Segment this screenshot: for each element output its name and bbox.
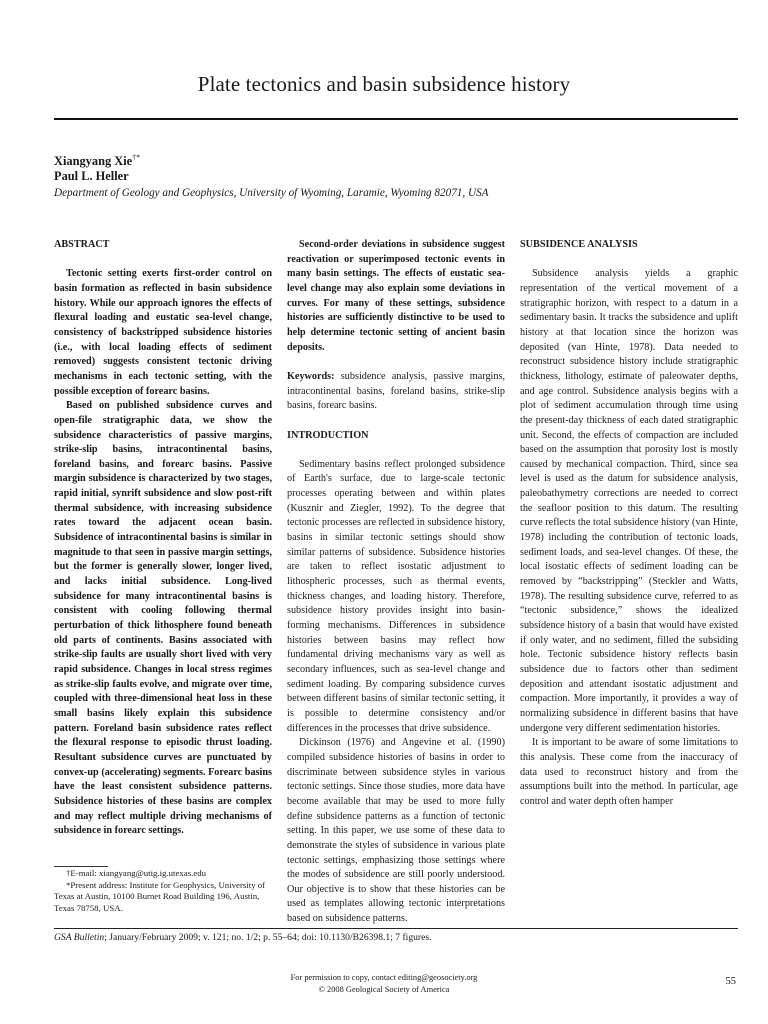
article-title: Plate tectonics and basin subsidence history: [197, 72, 571, 96]
subsidence-paragraph-1: Subsidence analysis yields a graphic representation of the vertical movement of a stratigraphic horizon, with respect to a datum in a sedimentary basin. It tracks the subsidence and uplift history at that location since the horizon was deposited (van Hinte, 1978). Data needed to reconstruct subsidence history include stratigraphic thickness, lithology, estimate of paleowater depths, and age control. Subsidence analysis begins with a plot of sediment accumulation through time using the present-day thickness of each dated stratigraphic unit. Second, the effects of compaction are included based on the assumption that porosity lost is mostly caused by mechanical compaction. Third, since sea level is used as the datum for subsidence analysis, paleobathymetry corrections are needed to correct the seafloor position to this datum. The resulting curve reflects the total subsidence history (van Hinte, 1978) including the contribution of tectonic loads, sediment loads, and sea-level changes. Of these, the local isostatic effects of sediment loading can be removed by “backstripping” (Steckler and Watts, 1978). The resulting subsidence curve, referred to as “tectonic subsidence,” shows the idealized subsidence history of a basin that would have existed if only water, and no sediment, filled the subsiding hole. Tectonic subsidence history reflects basin subsidence due to factors other than sediment deposition and attendant isostatic adjustment and compaction. More importantly, it provides a way of normalizing subsidence in different basins that have undergone very different sedimentation histories.: [520, 268, 738, 734]
citation-details: ; January/February 2009; v. 121; no. 1/2; p. 55–64; doi: 10.1130/B26398.1; 7 figures.: [104, 932, 432, 943]
copyright-text: © 2008 Geological Society of America: [318, 985, 450, 994]
keywords-text: subsidence analysis, passive margins, intracontinental basins, foreland basins, strike-slip basins, forearc basins.: [287, 370, 505, 412]
permission-text: For permission to copy, contact editing@geosociety.org: [290, 973, 478, 982]
column-1: [54, 238, 272, 839]
journal-name: GSA Bulletin: [54, 932, 105, 943]
author-1-marks: †*: [132, 153, 141, 162]
footnotes: [54, 868, 272, 914]
title-rule: [54, 118, 738, 120]
author-list: [54, 150, 140, 184]
footnote-address: *Present address: Institute for Geophysics, University of Texas at Austin, 10100 Burnet Road Building 196, Austin, Texas 78758, USA.: [54, 879, 266, 913]
journal-citation: [54, 932, 432, 943]
intro-paragraph-1: Sedimentary basins reflect prolonged subsidence of Earth's surface, due to large-scale tectonic processes operating between and within plates (Kusznir and Ziegler, 1992). To the degree that tectonic processes are reflected in subsidence history, basins in similar tectonic settings should show similar patterns of subsidence. Subsidence histories are taken to reflect isostatic adjustment to lithospheric processes, such as thermal events, thickness changes, and loading history. Therefore, subsidence history provides insight into basin-forming mechanisms. Differences in subsidence histories between basins may reflect how fundamental driving mechanisms vary as well as secondary influences, such as sea-level change and sediment loading. By comparing subsidence curves between different basins of similar tectonic setting, it is possible to determine consistency and/or differences in the processes that drive subsidence.: [287, 458, 505, 734]
subsidence-analysis-heading: SUBSIDENCE ANALYSIS: [520, 239, 638, 250]
abstract-paragraph-3: Second-order deviations in subsidence suggest reactivation or superimposed tectonic events in many basin settings. The effects of eustatic sea-level change may also explain some deviations in curves. For many of these settings, subsidence histories are sufficiently distinctive to be used to help determine tectonic setting of ancient basin deposits.: [287, 239, 505, 353]
column-3: [520, 238, 738, 810]
column-2: [287, 238, 505, 927]
affiliation: Department of Geology and Geophysics, University of Wyoming, Laramie, Wyoming 82071, USA: [54, 187, 489, 199]
keywords: [287, 370, 505, 414]
abstract-paragraph-2: Based on published subsidence curves and open-file stratigraphic data, we show the subsidence characteristics of passive margins, strike-slip basins, intracontinental basins, foreland basins, and forearc basins. Passive margin subsidence is characterized by two stages, rapid initial, synrift subsidence and slow post-rift thermal subsidence, with increasing subsidence rates toward the adjacent ocean basin. Subsidence of intracontinental basins is similar in magnitude to that seen in passive margin settings, but the former is generally slower, longer lived, and lacks initial subsidence. Long-lived subsidence for many intracontinental basins is consistent with cooling following thermal perturbation of thick lithosphere found beneath old parts of continents. Basins associated with strike-slip faults are usually short lived with very rapid subsidence. Changes in local stress regimes as strike-slip faults evolve, and migrate over time, coupled with three-dimensional heat loss in these small basins likely explain this subsidence pattern. Foreland basin subsidence rates reflect the flexural response to episodic thrust loading. Resultant subsidence curves are punctuated by convex-up (accelerating) segments. Forearc basins have the least consistent subsidence patterns. Subsidence histories of these basins are complex and may reflect multiple driving mechanisms of subsidence in forearc settings.: [54, 400, 272, 837]
permission-notice: [0, 972, 768, 996]
abstract-heading: ABSTRACT: [54, 239, 110, 250]
abstract-paragraph-1: Tectonic setting exerts first-order control on basin formation as reflected in basin subsidence history. While our approach ignores the effects of flexural loading and eustatic sea-level change, consistency of backstripped subsidence histories (i.e., with local loading effects of sediment removed) suggests consistent tectonic driving mechanisms in each tectonic setting, with the possible exception of forearc basins.: [54, 268, 272, 397]
introduction-heading: INTRODUCTION: [287, 429, 369, 441]
page-number: 55: [725, 976, 736, 987]
footnote-rule: [54, 866, 108, 867]
intro-paragraph-2: Dickinson (1976) and Angevine et al. (1990) compiled subsidence histories of basins in order to discriminate between subsidence styles in various tectonic settings. Since those studies, more data have become available that may be used to more fully define subsidence patterns as a function of tectonic setting. In this paper, we use some of these data to demonstrate the styles of subsidence in various plate tectonic settings, emphasizing those settings where the modes of subsidence are still poorly understood. Our objective is to show that these histories can be used as templates allowing tectonic interpretations based on subsidence patterns.: [287, 737, 505, 925]
keywords-label: Keywords:: [287, 370, 335, 382]
footnote-email: †E-mail: xiangyang@utig.ig.utexas.edu: [66, 868, 207, 878]
author-2: Paul L. Heller: [54, 169, 129, 184]
author-1: Xiangyang Xie†*: [54, 153, 141, 169]
subsidence-paragraph-2: It is important to be aware of some limitations to this analysis. These come from the inaccuracy of data used to reconstruct history and from the assumptions built into the method. In particular, age control and water depth often hamper: [520, 737, 738, 807]
bottom-rule: [54, 928, 738, 929]
